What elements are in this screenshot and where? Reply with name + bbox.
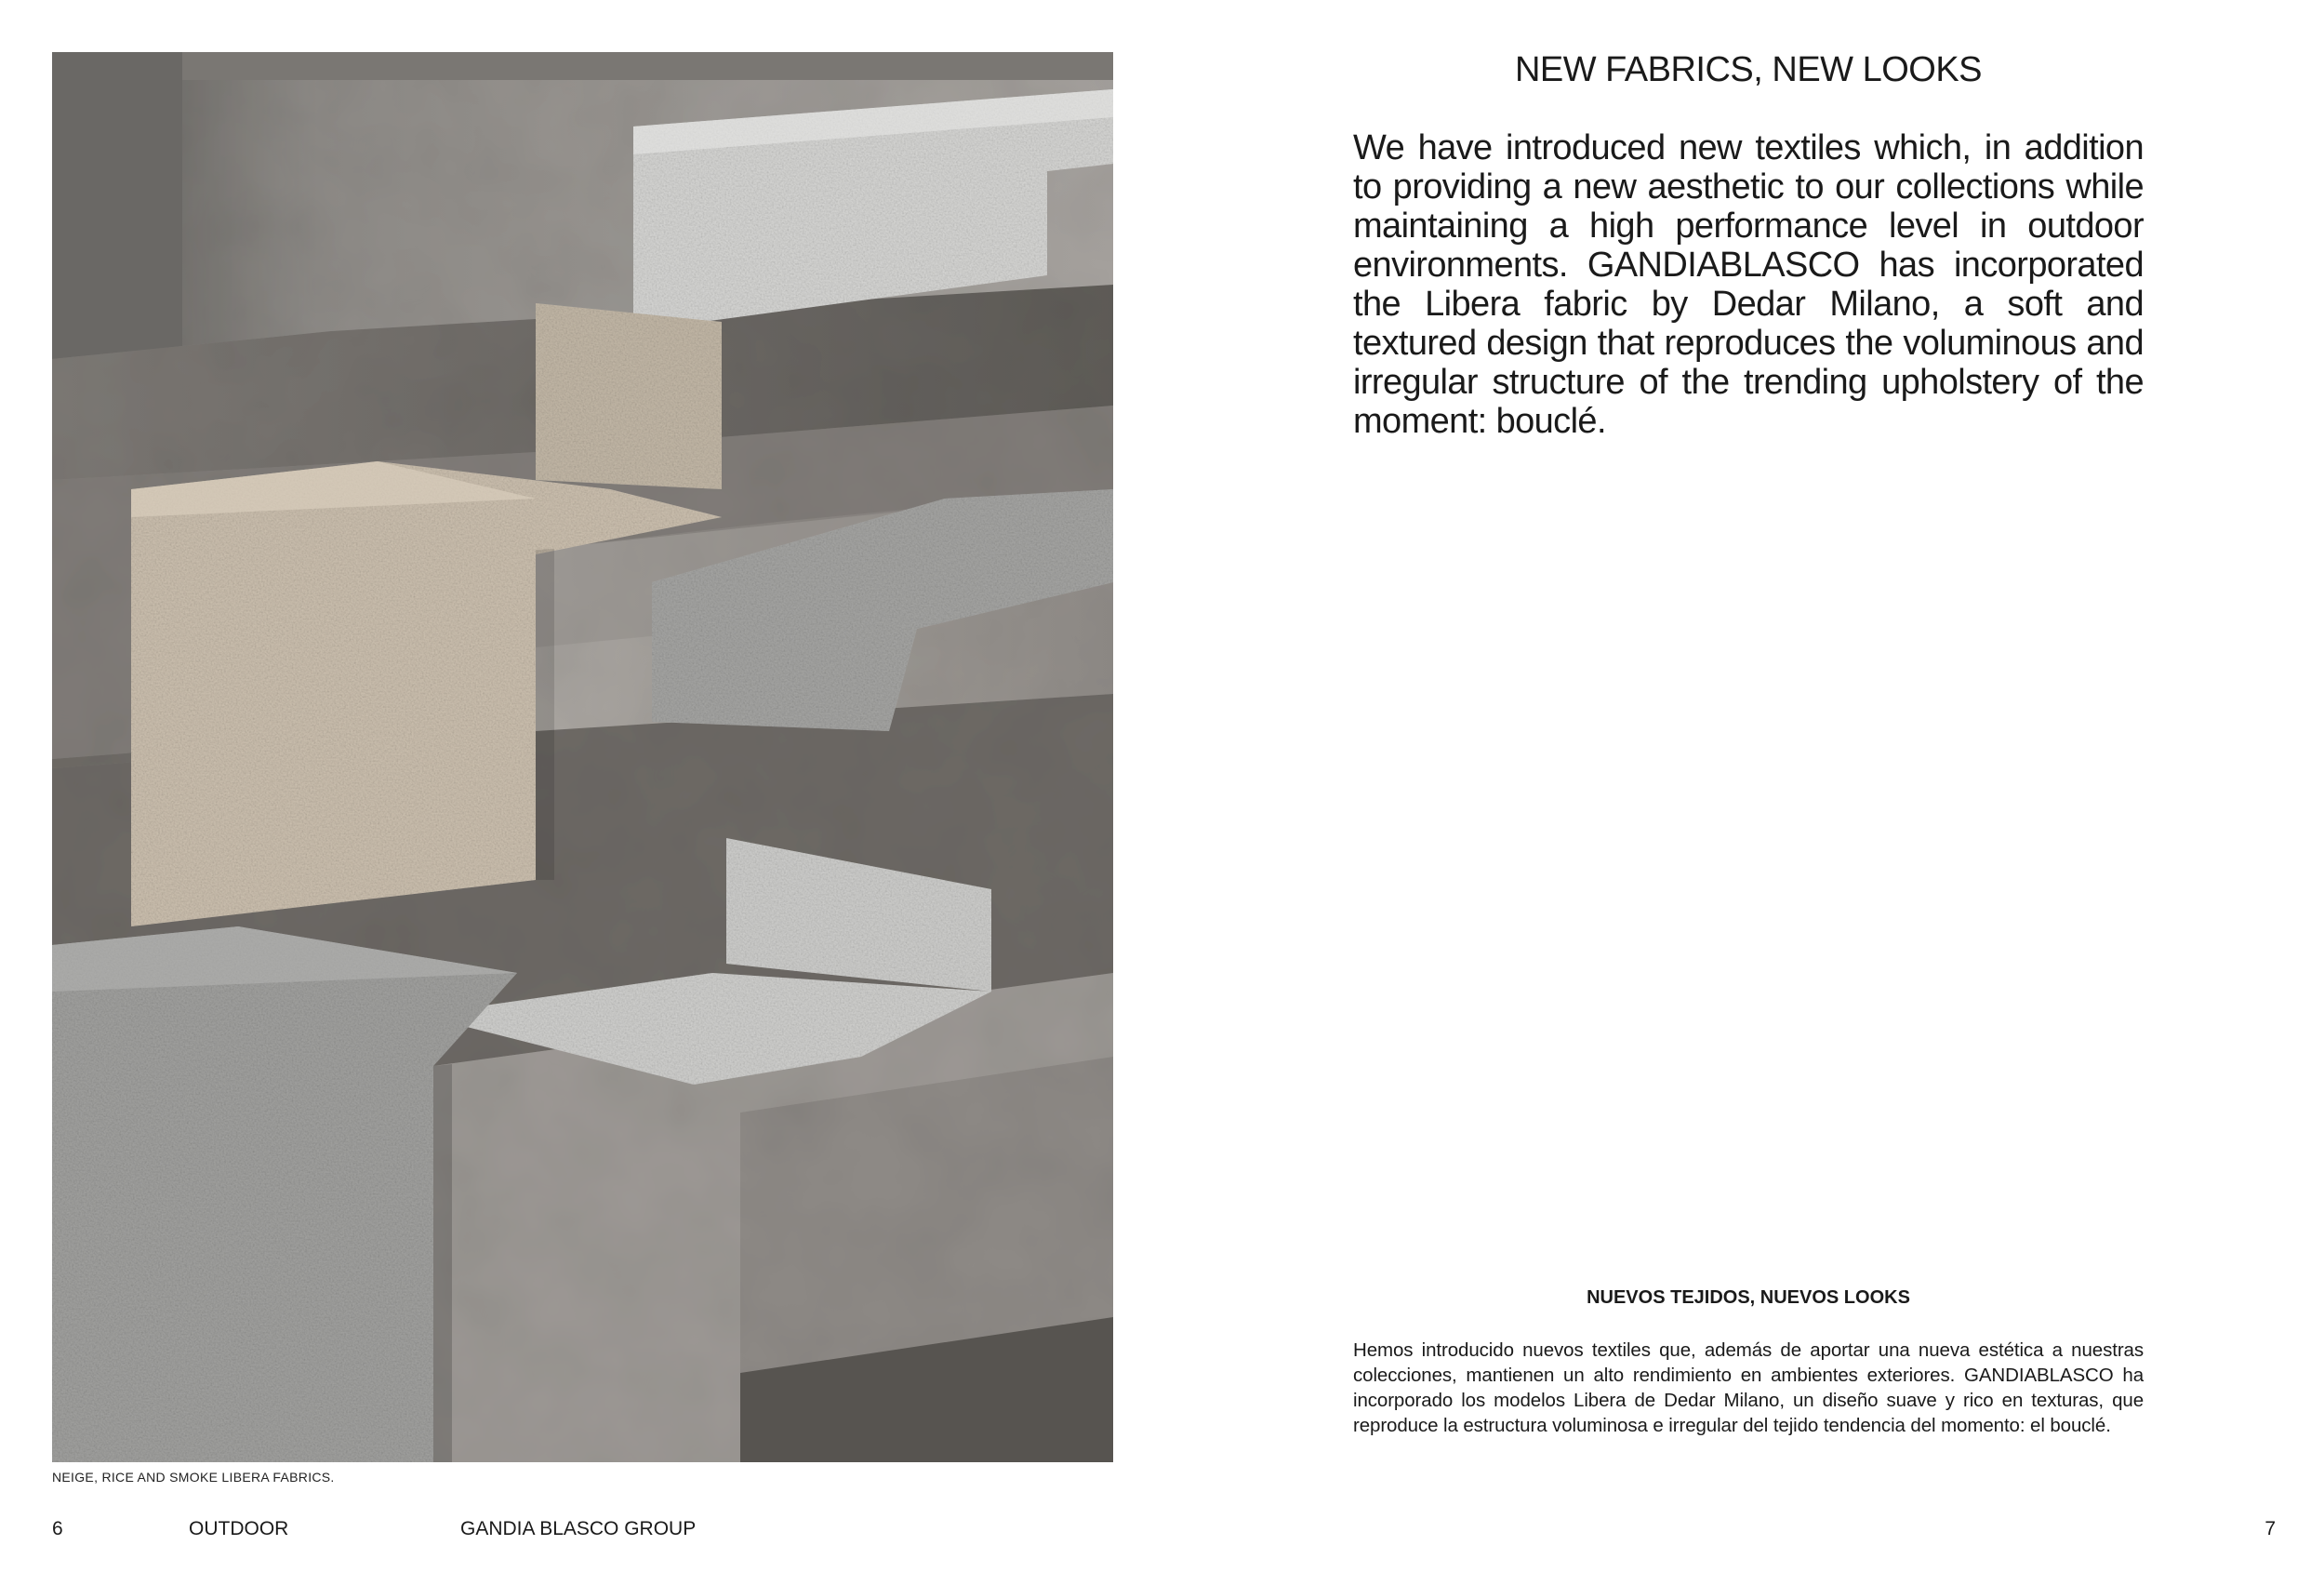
concrete-steps-illustration [52, 52, 1113, 1462]
body-text-english: We have introduced new textiles which, in addition to providing a new aesthetic to our collections while maintaining a high performance level in outdoor environments. GANDIABLASCO has incorporated the Libera fabric by Dedar Milano, a soft and textured design that reproduces the voluminous and irregular structure of the trending upholstery of the moment: bouclé. [1353, 128, 2144, 441]
subheadline-spanish: NUEVOS TEJIDOS, NUEVOS LOOKS [1587, 1287, 1910, 1308]
brand-label: GANDIA BLASCO GROUP [460, 1518, 697, 1539]
headline: NEW FABRICS, NEW LOOKS [1514, 50, 1983, 89]
page-number-left: 6 [52, 1518, 63, 1539]
section-label: OUTDOOR [189, 1518, 289, 1539]
page-number-right: 7 [2264, 1518, 2276, 1539]
photo-caption: NEIGE, RICE AND SMOKE LIBERA FABRICS. [52, 1470, 335, 1485]
fabric-photo [52, 52, 1113, 1462]
body-text-spanish: Hemos introducido nuevos textiles que, además de aportar una nueva estética a nuestras colecciones, mantienen un alto rendimiento en ambientes exteriores. GANDIABLASCO ha incorporado los modelos Libera de Dedar Milano, un diseño suave y rico en texturas, que reproduce la estructura voluminosa e irregular del tejido tendencia del momento: el bouclé. [1353, 1339, 2144, 1436]
